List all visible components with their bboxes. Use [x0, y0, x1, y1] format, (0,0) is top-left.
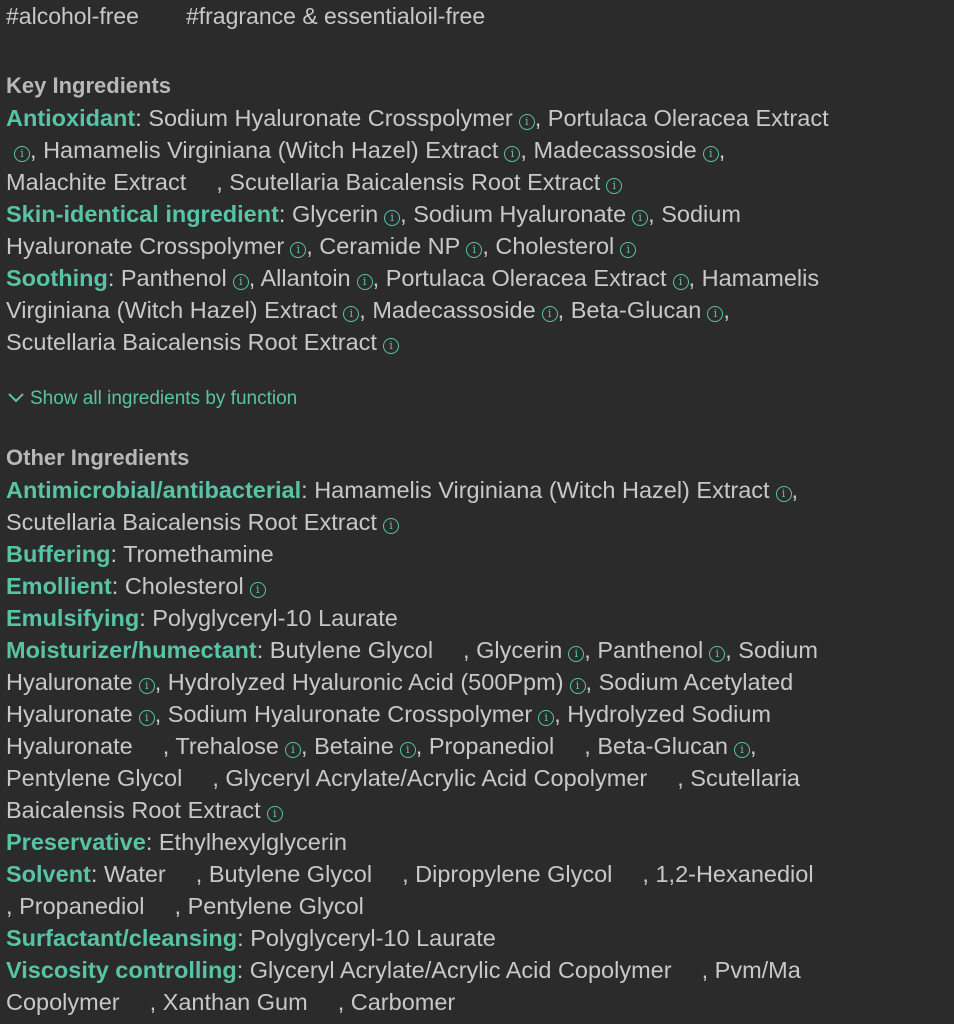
- ingredient-link-part[interactable]: Hyaluronate: [6, 669, 133, 695]
- ingredient-link-part[interactable]: Sodium Acetylated: [598, 669, 794, 695]
- info-circle-icon[interactable]: i: [542, 306, 558, 322]
- info-circle-icon[interactable]: i: [384, 210, 400, 226]
- info-circle-icon[interactable]: i: [139, 678, 155, 694]
- line: Moisturizer/humectant: Butylene Glycol , Glycerin i , Panthenol i , Sodium: [6, 637, 818, 663]
- function-label[interactable]: Soothing: [6, 265, 108, 291]
- ingredient-link[interactable]: Panthenol: [597, 637, 704, 663]
- key-ingredients-list: [6, 102, 948, 358]
- line: [6, 506, 948, 538]
- ingredient-link-part[interactable]: Baicalensis Root Extract: [6, 797, 261, 823]
- info-circle-icon[interactable]: i: [709, 646, 725, 662]
- ingredient-link[interactable]: Propanediol: [428, 733, 555, 759]
- info-circle-icon[interactable]: i: [14, 146, 30, 162]
- ingredient-link[interactable]: Trehalose: [175, 733, 279, 759]
- ingredient-link-part[interactable]: Hamamelis: [701, 265, 820, 291]
- ingredient-link[interactable]: Portulaca Oleracea Extract: [385, 265, 667, 291]
- line: Surfactant/cleansing: Polyglyceryl-10 Laurate: [6, 925, 496, 951]
- info-circle-icon[interactable]: i: [343, 306, 359, 322]
- line: Emollient: Cholesterol i: [6, 570, 948, 602]
- function-label[interactable]: Viscosity controlling: [6, 957, 237, 983]
- ingredient-link[interactable]: Hamamelis Virginiana (Witch Hazel) Extract: [314, 477, 770, 503]
- function-label[interactable]: Solvent: [6, 861, 91, 887]
- ingredient-link[interactable]: Sodium Hyaluronate: [413, 201, 627, 227]
- ingredient-link[interactable]: Glycerin: [291, 201, 379, 227]
- tag-alcohol-free[interactable]: #alcohol-free: [6, 3, 139, 29]
- ingredient-link-part[interactable]: Sodium: [738, 637, 818, 663]
- function-label[interactable]: Emollient: [6, 573, 112, 599]
- ingredient-link[interactable]: Polyglyceryl-10 Laurate: [152, 605, 398, 631]
- ingredient-link-part[interactable]: Hydrolyzed Sodium: [567, 701, 772, 727]
- info-circle-icon[interactable]: i: [734, 742, 750, 758]
- ingredient-link[interactable]: Betaine: [314, 733, 394, 759]
- ingredient-link-part[interactable]: Copolymer: [6, 989, 120, 1015]
- function-label[interactable]: Moisturizer/humectant: [6, 637, 257, 663]
- ingredient-link[interactable]: Butylene Glycol: [208, 861, 373, 887]
- ingredient-link[interactable]: Hydrolyzed Hyaluronic Acid (500Ppm): [167, 669, 564, 695]
- show-all-label: Show all ingredients by function: [30, 388, 298, 409]
- info-circle-icon[interactable]: i: [400, 742, 416, 758]
- line: Skin-identical ingredient: Glycerin i , Sodium Hyaluronate i , Sodium: [6, 201, 741, 227]
- ingredient-link[interactable]: Ceramide NP: [319, 233, 461, 259]
- function-label[interactable]: Skin-identical ingredient: [6, 201, 279, 227]
- info-circle-icon[interactable]: i: [290, 242, 306, 258]
- ingredient-link[interactable]: Glyceryl Acrylate/Acrylic Acid Copolymer: [225, 765, 648, 791]
- info-circle-icon[interactable]: i: [267, 806, 283, 822]
- function-label[interactable]: Buffering: [6, 541, 111, 567]
- line: Copolymer , Xanthan Gum , Carbomer: [6, 989, 456, 1015]
- ingredient-link-part[interactable]: Hyaluronate Crosspolymer: [6, 233, 285, 259]
- ingredient-link[interactable]: Sodium Hyaluronate Crosspolymer: [148, 105, 513, 131]
- line: Buffering: Tromethamine: [6, 541, 274, 567]
- ingredient-link[interactable]: Allantoin: [260, 265, 351, 291]
- ingredient-link[interactable]: Water: [103, 861, 166, 887]
- ingredient-link[interactable]: Pentylene Glycol: [6, 765, 183, 791]
- ingredient-link[interactable]: Ethylhexylglycerin: [158, 829, 347, 855]
- line: Antioxidant: Sodium Hyaluronate Crosspolymer i , Portulaca Oleracea Extract: [6, 105, 829, 131]
- key-ingredients-section: [6, 70, 948, 358]
- ingredient-link[interactable]: 1,2-Hexanediol: [655, 861, 814, 887]
- ingredient-link[interactable]: Polyglyceryl-10 Laurate: [250, 925, 496, 951]
- line: Hyaluronate , Trehalose i , Betaine i , Propanediol , Beta-Glucan i ,: [6, 733, 757, 759]
- ingredient-link[interactable]: Portulaca Oleracea Extract: [547, 105, 829, 131]
- info-circle-icon[interactable]: i: [538, 710, 554, 726]
- show-all-ingredients-toggle[interactable]: [6, 387, 948, 411]
- ingredient-link[interactable]: Carbomer: [350, 989, 456, 1015]
- line: Pentylene Glycol , Glyceryl Acrylate/Acrylic Acid Copolymer , Scutellaria: [6, 765, 801, 791]
- ingredient-link[interactable]: Butylene Glycol: [269, 637, 434, 663]
- function-label[interactable]: Antioxidant: [6, 105, 136, 131]
- ingredient-link-part[interactable]: Hyaluronate: [6, 733, 133, 759]
- ingredient-link[interactable]: Glyceryl Acrylate/Acrylic Acid Copolymer: [249, 957, 672, 983]
- ingredient-link[interactable]: Propanediol: [19, 893, 145, 919]
- info-circle-icon[interactable]: i: [568, 646, 584, 662]
- info-circle-icon[interactable]: i: [703, 146, 719, 162]
- info-circle-icon[interactable]: i: [383, 338, 399, 354]
- tag-row: [6, 0, 948, 32]
- chevron-down-icon: [6, 392, 26, 404]
- line: Malachite Extract , Scutellaria Baicalensis Root Extract i: [6, 166, 948, 198]
- key-ingredients-heading: Key Ingredients: [6, 73, 172, 98]
- ingredient-link[interactable]: Cholesterol: [124, 573, 244, 599]
- ingredient-link[interactable]: Panthenol: [120, 265, 227, 291]
- function-label[interactable]: Antimicrobial/antibacterial: [6, 477, 302, 503]
- ingredient-link[interactable]: Sodium Hyaluronate Crosspolymer: [167, 701, 533, 727]
- line: Solvent: Water , Butylene Glycol , Dipropylene Glycol , 1,2-Hexanediol: [6, 861, 814, 887]
- line: Hyaluronate i , Hydrolyzed Hyaluronic Acid (500Ppm) i , Sodium Acetylated: [6, 669, 794, 695]
- info-circle-icon[interactable]: i: [504, 146, 520, 162]
- ingredient-link-part[interactable]: Virginiana (Witch Hazel) Extract: [6, 297, 338, 323]
- info-circle-icon[interactable]: i: [357, 274, 373, 290]
- ingredient-link-part[interactable]: Hyaluronate: [6, 701, 133, 727]
- info-circle-icon[interactable]: i: [383, 518, 399, 534]
- info-circle-icon[interactable]: i: [620, 242, 636, 258]
- ingredient-link-part[interactable]: Pvm/Ma: [714, 957, 801, 983]
- ingredient-link[interactable]: Pentylene Glycol: [187, 893, 364, 919]
- info-circle-icon[interactable]: i: [632, 210, 648, 226]
- function-label[interactable]: Surfactant/cleansing: [6, 925, 238, 951]
- info-circle-icon[interactable]: i: [250, 582, 266, 598]
- info-circle-icon[interactable]: i: [285, 742, 301, 758]
- ingredient-link[interactable]: Madecassoside: [372, 297, 536, 323]
- line: , Propanediol , Pentylene Glycol: [6, 893, 364, 919]
- line: Antimicrobial/antibacterial: Hamamelis Virginiana (Witch Hazel) Extract i ,: [6, 477, 799, 503]
- info-circle-icon[interactable]: i: [570, 678, 586, 694]
- ingredient-link[interactable]: Scutellaria Baicalensis Root Extract: [6, 509, 377, 535]
- tag-fragrance-free[interactable]: #fragrance & essentialoil-free: [185, 3, 486, 29]
- other-ingredients-heading: Other Ingredients: [6, 445, 190, 470]
- line: [6, 794, 948, 826]
- line: [6, 326, 948, 358]
- ingredient-link[interactable]: Scutellaria Baicalensis Root Extract: [229, 169, 601, 195]
- function-label[interactable]: Emulsifying: [6, 605, 140, 631]
- ingredient-link[interactable]: Madecassoside: [533, 137, 697, 163]
- line: Emulsifying: Polyglyceryl-10 Laurate: [6, 605, 398, 631]
- ingredient-link[interactable]: Hamamelis Virginiana (Witch Hazel) Extract: [43, 137, 499, 163]
- other-ingredients-list: [6, 474, 948, 1018]
- function-label[interactable]: Preservative: [6, 829, 146, 855]
- ingredient-link[interactable]: Xanthan Gum: [162, 989, 308, 1015]
- ingredient-link[interactable]: Beta-Glucan: [597, 733, 728, 759]
- ingredient-link[interactable]: Beta-Glucan: [570, 297, 702, 323]
- info-circle-icon[interactable]: i: [233, 274, 249, 290]
- ingredient-link[interactable]: Malachite Extract: [6, 169, 187, 195]
- info-circle-icon[interactable]: i: [776, 486, 792, 502]
- info-circle-icon[interactable]: i: [673, 274, 689, 290]
- ingredient-link[interactable]: Dipropylene Glycol: [415, 861, 613, 887]
- line: Hyaluronate Crosspolymer i , Ceramide NP i , Cholesterol i: [6, 230, 948, 262]
- line: Soothing: Panthenol i , Allantoin i , Portulaca Oleracea Extract i , Hamamelis: [6, 265, 820, 291]
- info-circle-icon[interactable]: i: [139, 710, 155, 726]
- other-ingredients-section: [6, 442, 948, 1018]
- ingredient-link[interactable]: Tromethamine: [123, 541, 274, 567]
- info-circle-icon[interactable]: i: [707, 306, 723, 322]
- info-circle-icon[interactable]: i: [519, 114, 535, 130]
- info-circle-icon[interactable]: i: [466, 242, 482, 258]
- line: Viscosity controlling: Glyceryl Acrylate/Acrylic Acid Copolymer , Pvm/Ma: [6, 957, 801, 983]
- ingredient-link[interactable]: Cholesterol: [495, 233, 615, 259]
- line: Hyaluronate i , Sodium Hyaluronate Crosspolymer i , Hydrolyzed Sodium: [6, 701, 772, 727]
- ingredient-link[interactable]: Scutellaria Baicalensis Root Extract: [6, 329, 377, 355]
- ingredient-link-part[interactable]: Sodium: [661, 201, 741, 227]
- info-circle-icon[interactable]: i: [606, 178, 622, 194]
- ingredient-link-part[interactable]: Scutellaria: [690, 765, 801, 791]
- line: i , Hamamelis Virginiana (Witch Hazel) Extract i , Madecassoside i ,: [6, 134, 948, 166]
- line: Virginiana (Witch Hazel) Extract i , Madecassoside i , Beta-Glucan i ,: [6, 297, 730, 323]
- line: Preservative: Ethylhexylglycerin: [6, 829, 347, 855]
- ingredient-link[interactable]: Glycerin: [476, 637, 563, 663]
